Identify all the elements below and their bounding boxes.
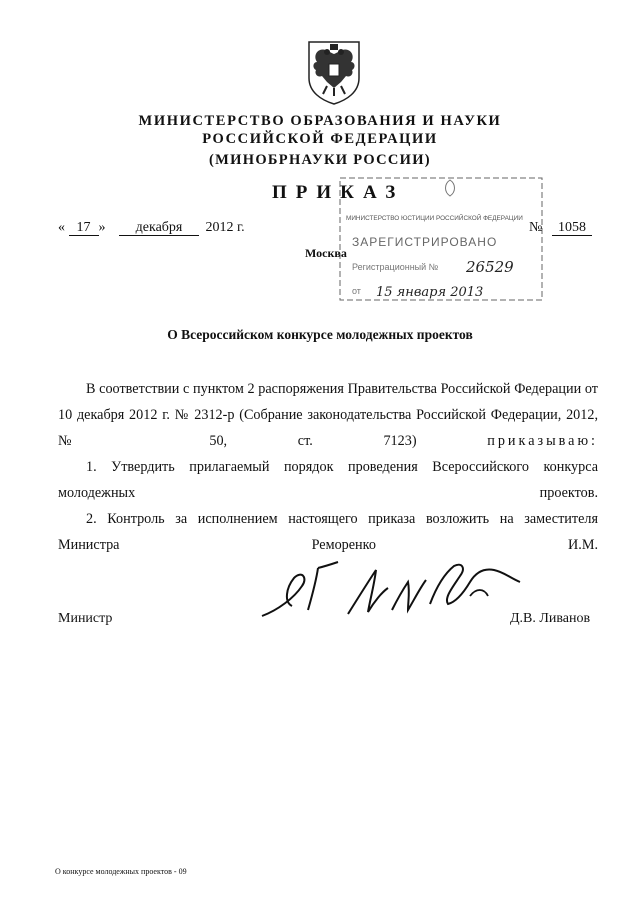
order-number-label: № xyxy=(529,220,543,235)
order-place: Москва xyxy=(305,246,347,260)
date-open-quote: « xyxy=(58,220,65,235)
order-verb: приказываю: xyxy=(487,433,598,449)
paragraph-basis xyxy=(58,376,598,454)
paragraph-item-1: 1. Утвердить прилагаемый порядок проведения Всероссийского конкурса молодежных проектов. xyxy=(58,459,598,501)
order-number: 1058 xyxy=(552,220,592,236)
date-month: декабря xyxy=(119,220,199,236)
paragraph-basis-text: В соответствии с пунктом 2 распоряжения Правительства Российской Федерации от 10 декабря 2012 г. № 2312-р (Собрание законодательства Российской Федерации, 2012, № 50, ст. 7123) xyxy=(58,381,598,449)
order-date xyxy=(58,220,245,236)
date-day: 17 xyxy=(69,220,99,236)
stamp-line2: ЗАРЕГИСТРИРОВАНО xyxy=(352,235,498,249)
date-close-quote: » xyxy=(98,220,106,235)
ministry-short-name: (МИНОБРНАУКИ РОССИИ) xyxy=(209,152,431,168)
order-subject: О Всероссийском конкурсе молодежных проектов xyxy=(167,327,473,342)
ministry-name-line1: МИНИСТЕРСТВО ОБРАЗОВАНИЯ И НАУКИ xyxy=(138,113,502,129)
stamp-reg-date: 15 января 2013 xyxy=(376,285,484,300)
stamp-line3-label: Регистрационный № xyxy=(352,262,439,272)
stamp-line4-label: от xyxy=(352,286,361,296)
state-emblem-icon xyxy=(303,38,365,106)
paragraph-item-2: 2. Контроль за исполнением настоящего приказа возложить на заместителя Министра Реморенко И.М. xyxy=(58,511,598,553)
handwritten-signature xyxy=(258,558,530,620)
registration-stamp xyxy=(328,176,548,306)
footer-note: О конкурсе молодежных проектов - 09 xyxy=(55,867,187,876)
ministry-name-line2: РОССИЙСКОЙ ФЕДЕРАЦИИ xyxy=(202,131,438,147)
stamp-line1: МИНИСТЕРСТВО ЮСТИЦИИ РОССИЙСКОЙ ФЕДЕРАЦИИ xyxy=(346,215,523,222)
stamp-reg-number: 26529 xyxy=(466,258,514,276)
document-type-title: ПРИКАЗ xyxy=(272,182,405,203)
signer-role: Министр xyxy=(58,611,113,626)
date-year: 2012 г. xyxy=(205,220,245,235)
signer-name: Д.В. Ливанов xyxy=(510,611,591,626)
